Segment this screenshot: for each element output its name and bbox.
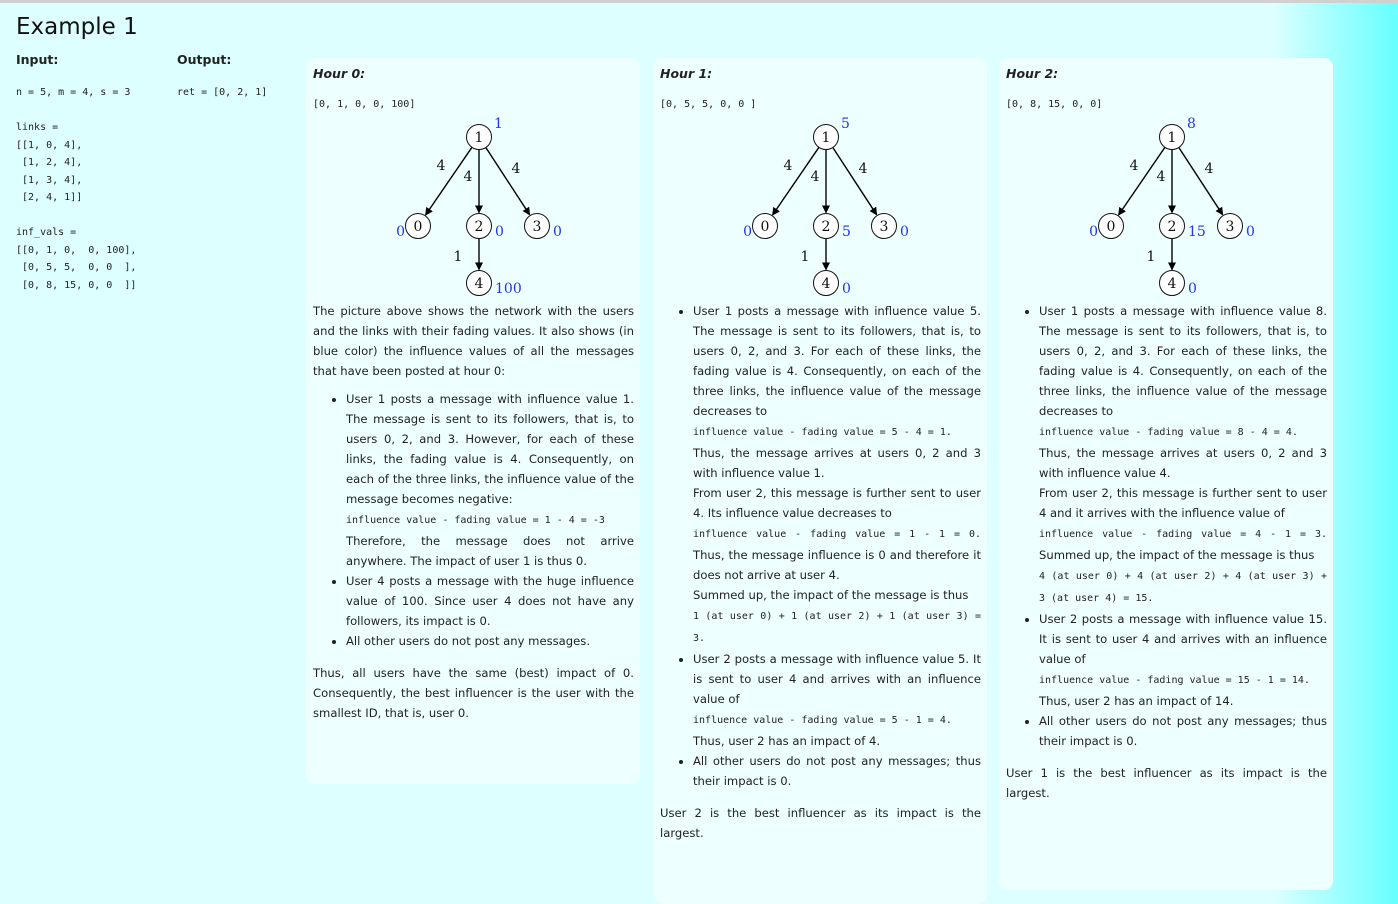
list-item	[693, 301, 981, 649]
fading-value-label: 4	[463, 169, 473, 185]
user-node-id: 3	[532, 219, 542, 235]
fading-value-label: 4	[810, 169, 820, 185]
graph-edge	[833, 147, 877, 214]
fading-value-label: 4	[783, 158, 793, 174]
network-graph	[1006, 117, 1326, 301]
influence-value-label: 5	[842, 224, 851, 240]
top-border	[0, 0, 1398, 3]
user-node-id: 0	[413, 219, 423, 235]
formula: influence value - fading value = 15 - 1 = 14.	[1039, 675, 1310, 686]
user-node-id: 0	[760, 219, 770, 235]
bullet-text: User 2 posts a message with influence value 15. It is sent to user 4 and arrives with an influence value of	[1039, 612, 1327, 666]
influence-value-label: 8	[1187, 117, 1196, 132]
fading-value-label: 4	[511, 161, 521, 177]
influence-value-label: 0	[396, 224, 405, 240]
fading-value-label: 1	[800, 249, 810, 265]
formula: influence value - fading value = 4 - 1 = 3.	[1039, 529, 1327, 540]
formula: influence value - fading value = 5 - 4 = 1.	[693, 427, 952, 438]
input-line: [2, 4, 1]]	[16, 192, 83, 203]
hour-heading: Hour 0:	[313, 66, 366, 81]
hour-explanation	[313, 301, 634, 723]
hour-card-1	[653, 58, 987, 904]
conclusion-text: Thus, all users have the same (best) impact of 0. Consequently, the best influencer is the user with the smallest ID, that is, user 0.	[313, 666, 634, 720]
bullet-text: User 1 posts a message with influence value 8. The message is sent to its followers, that is, to users 0, 2, and 3. For each of these links, the fading value is 4. Consequently, on each of the three links, the influence value of the message decreases to	[1039, 304, 1327, 418]
influence-value-label: 0	[495, 224, 504, 240]
bullet-text: All other users do not post any messages; thus their impact is 0.	[1039, 714, 1327, 748]
user-node-id: 3	[879, 219, 889, 235]
influence-value-label: 0	[1089, 224, 1098, 240]
input-line: [[1, 0, 4],	[16, 139, 83, 151]
conclusion-text: User 2 is the best influencer as its impact is the largest.	[660, 806, 981, 840]
formula: influence value - fading value = 1 - 4 = -3	[346, 515, 605, 526]
hour-heading: Hour 2:	[1006, 66, 1059, 81]
page-title: Example 1	[16, 14, 138, 40]
bullet-text: User 1 posts a message with influence value 1. The message is sent to its followers, that is, to users 0, 2, and 3. However, for each of these links, the fading value is 4. Consequently, on each of the three links, the influence value of the message becomes negative:	[346, 392, 634, 506]
influence-array: [0, 1, 0, 0, 100]	[313, 99, 416, 110]
list-item	[693, 649, 981, 751]
bullet-text: User 1 posts a message with influence value 5. The message is sent to its followers, that is, to users 0, 2, and 3. For each of these links, the fading value is 4. Consequently, on each of the three links, the influence value of the message decreases to	[693, 304, 981, 418]
fading-value-label: 4	[436, 158, 446, 174]
bullet-text: Thus, the message influence is 0 and therefore it does not arrive at user 4.	[693, 548, 981, 582]
bullet-list	[1006, 301, 1327, 751]
user-node-id: 2	[1167, 219, 1177, 235]
output-line: ret = [0, 2, 1]	[177, 87, 268, 98]
user-node-id: 4	[474, 276, 484, 292]
user-node-id: 2	[474, 219, 484, 235]
network-graph	[660, 117, 980, 301]
influence-value-label: 0	[1188, 281, 1197, 297]
graph-edge	[1179, 147, 1223, 214]
input-line: inf_vals =	[16, 227, 77, 238]
input-line	[16, 102, 136, 120]
bullet-text: Thus, user 2 has an impact of 4.	[693, 734, 881, 748]
graph-edge	[486, 147, 530, 214]
output-label: Output:	[177, 52, 232, 67]
influence-value-label: 100	[495, 281, 522, 297]
intro-text: The picture above shows the network with the users and the links with their fading values. It also shows (in blue color) the influence values of all the messages that have been posted at hour 0:	[313, 304, 634, 378]
input-line	[16, 207, 136, 225]
user-node-id: 4	[1167, 276, 1177, 292]
input-line: [[0, 1, 0, 0, 100],	[16, 244, 137, 256]
hour-card-0	[306, 58, 640, 784]
formula: influence value - fading value = 1 - 1 = 0.	[693, 529, 981, 540]
user-node-id: 0	[1106, 219, 1116, 235]
bullet-text: User 4 posts a message with the huge influence value of 100. Since user 4 does not have any followers, its impact is 0.	[346, 574, 634, 628]
hour-card-2	[999, 58, 1333, 890]
list-item	[1039, 301, 1327, 609]
user-node-id: 4	[821, 276, 831, 292]
influence-value-label: 0	[743, 224, 752, 240]
user-node-id: 1	[474, 130, 484, 146]
bullet-text: From user 2, this message is further sent to user 4. Its influence value decreases to	[693, 486, 981, 520]
output-block	[177, 84, 267, 102]
list-item	[693, 751, 981, 791]
formula: 4 (at user 0) + 4 (at user 2) + 4 (at user 3) + 3 (at user 4) = 15.	[1039, 571, 1327, 604]
fading-value-label: 4	[1129, 158, 1139, 174]
bullet-text: Thus, the message arrives at users 0, 2 and 3 with influence value 1.	[693, 446, 981, 480]
user-node-id: 1	[1167, 130, 1177, 146]
fading-value-label: 4	[1204, 161, 1214, 177]
list-item	[346, 571, 634, 631]
input-line: n = 5, m = 4, s = 3	[16, 87, 131, 98]
user-node-id: 2	[821, 219, 831, 235]
hour-heading: Hour 1:	[660, 66, 713, 81]
bullet-text: Summed up, the impact of the message is thus	[693, 588, 969, 602]
bullet-text: All other users do not post any messages; thus their impact is 0.	[693, 754, 981, 788]
list-item	[1039, 711, 1327, 751]
network-graph	[313, 117, 633, 301]
influence-value-label: 1	[494, 117, 503, 132]
bullet-list	[313, 389, 634, 651]
input-block	[16, 84, 136, 294]
bullet-text: Summed up, the impact of the message is thus	[1039, 548, 1315, 562]
user-node-id: 3	[1225, 219, 1235, 235]
input-line: [0, 5, 5, 0, 0 ],	[16, 262, 137, 273]
fading-value-label: 1	[453, 249, 463, 265]
fading-value-label: 4	[1156, 169, 1166, 185]
input-line: [0, 8, 15, 0, 0 ]]	[16, 279, 137, 291]
fading-value-label: 4	[858, 161, 868, 177]
influence-value-label: 0	[553, 224, 562, 240]
influence-value-label: 0	[900, 224, 909, 240]
conclusion-text: User 1 is the best influencer as its impact is the largest.	[1006, 766, 1327, 800]
hour-explanation	[1006, 301, 1327, 803]
influence-value-label: 0	[842, 281, 851, 297]
formula: influence value - fading value = 5 - 1 = 4.	[693, 715, 952, 726]
list-item	[346, 631, 634, 651]
bullet-text: Thus, user 2 has an impact of 14.	[1039, 694, 1234, 708]
influence-value-label: 5	[841, 117, 850, 132]
formula: 1 (at user 0) + 1 (at user 2) + 1 (at user 3) = 3.	[693, 611, 981, 644]
bullet-text: From user 2, this message is further sent to user 4 and it arrives with the influence value of	[1039, 486, 1327, 520]
influence-array: [0, 8, 15, 0, 0]	[1006, 99, 1103, 110]
input-line: [1, 3, 4],	[16, 174, 83, 186]
input-label: Input:	[16, 52, 59, 67]
input-line: links =	[16, 122, 59, 133]
user-node-id: 1	[821, 130, 831, 146]
bullet-text: User 2 posts a message with influence value 5. It is sent to user 4 and arrives with an influence value of	[693, 652, 981, 706]
input-line: [1, 2, 4],	[16, 157, 83, 168]
formula: influence value - fading value = 8 - 4 = 4.	[1039, 427, 1298, 438]
bullet-text: All other users do not post any messages.	[346, 634, 591, 648]
list-item	[346, 389, 634, 571]
bullet-list	[660, 301, 981, 791]
bullet-text: Therefore, the message does not arrive anywhere. The impact of user 1 is thus 0.	[346, 534, 634, 568]
influence-value-label: 0	[1246, 224, 1255, 240]
influence-value-label: 15	[1188, 224, 1206, 240]
list-item	[1039, 609, 1327, 711]
influence-array: [0, 5, 5, 0, 0 ]	[660, 99, 757, 110]
hour-explanation	[660, 301, 981, 843]
fading-value-label: 1	[1146, 249, 1156, 265]
bullet-text: Thus, the message arrives at users 0, 2 and 3 with influence value 4.	[1039, 446, 1327, 480]
